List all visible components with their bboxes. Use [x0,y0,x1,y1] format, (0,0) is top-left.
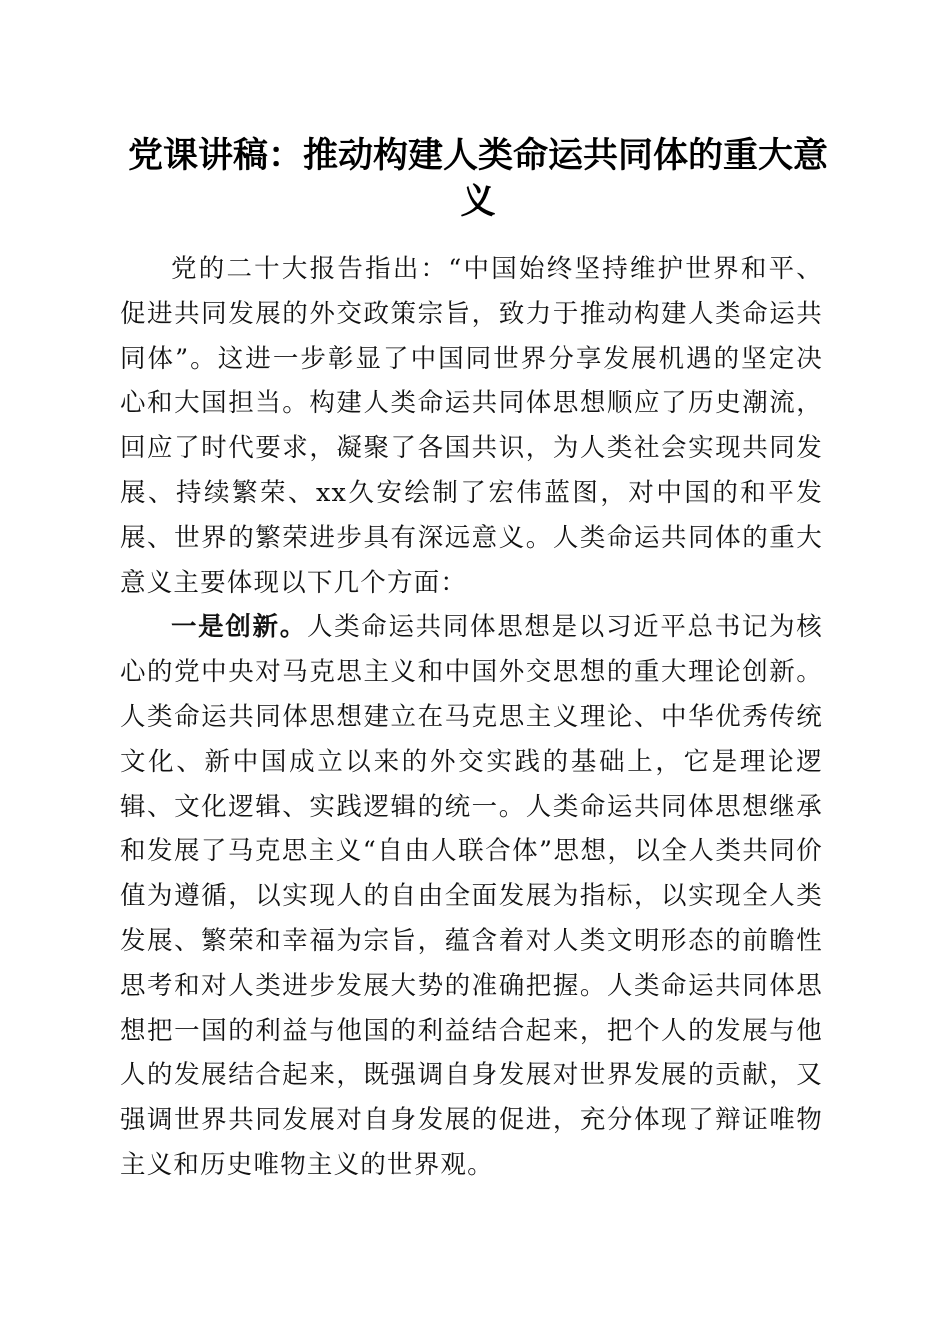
paragraph-text: 人类命运共同体思想是以习近平总书记为核心的党中央对马克思主义和中国外交思想的重大理论创新。人类命运共同体思想建立在马克思主义理论、中华优秀传统文化、新中国成立以来的外交实践的基础上，它是理论逻辑、文化逻辑、实践逻辑的统一。人类命运共同体思想继承和发展了马克思主义“自由人联合体”思想，以全人类共同价值为遵循，以实现人的自由全面发展为指标，以实现全人类发展、繁荣和幸福为宗旨，蕴含着对人类文明形态的前瞻性思考和对人类进步发展大势的准确把握。人类命运共同体思想把一国的利益与他国的利益结合起来，把个人的发展与他人的发展结合起来，既强调自身发展对世界发展的贡献，又强调世界共同发展对自身发展的促进，充分体现了辩证唯物主义和历史唯物主义的世界观。 [120,612,823,1180]
paragraph-text: 党的二十大报告指出：“中国始终坚持维护世界和平、促进共同发展的外交政策宗旨，致力于推动构建人类命运共同体”。这进一步彰显了中国同世界分享发展机遇的坚定决心和大国担当。构建人类命运共同体思想顺应了历史潮流，回应了时代要求，凝聚了各国共识，为人类社会实现共同发展、持续繁荣、xx久安绘制了宏伟蓝图，对中国的和平发展、世界的繁荣进步具有深远意义。人类命运共同体的重大意义主要体现以下几个方面： [120,254,823,598]
document-body [120,247,823,1188]
document-title: 党课讲稿：推动构建人类命运共同体的重大意义 [127,135,828,222]
paragraph-intro [120,247,823,605]
paragraph-innovation [120,605,823,1187]
paragraph-lead: 一是创新。 [171,612,307,643]
